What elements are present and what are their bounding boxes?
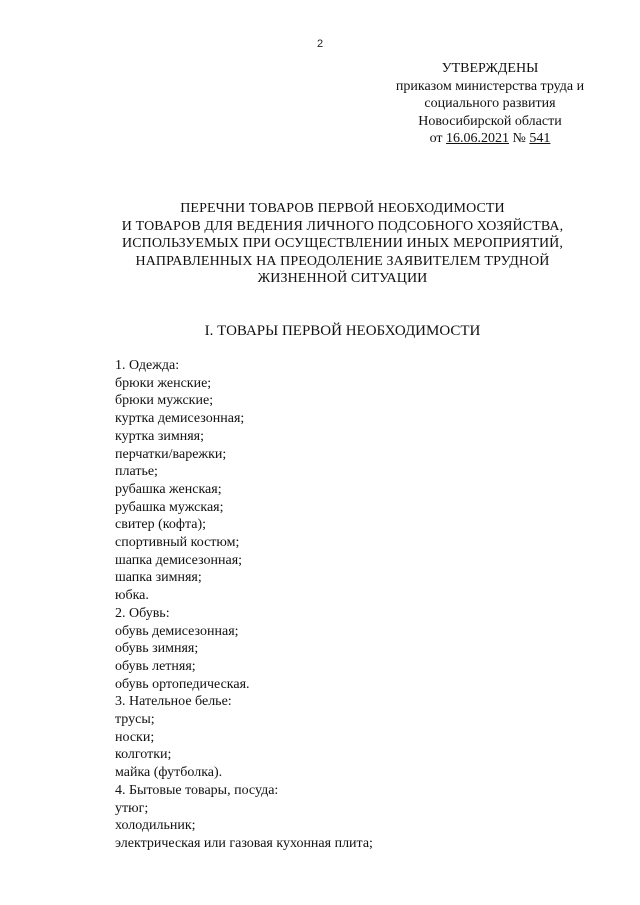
list-item: куртка демисезонная;	[115, 411, 245, 427]
list-category-heading: 3. Нательное белье:	[115, 694, 232, 710]
approval-number-sign: №	[509, 131, 530, 146]
list-item: утюг;	[115, 800, 149, 816]
approval-block	[380, 60, 600, 148]
list-item: шапка зимняя;	[115, 570, 202, 586]
list-item: обувь зимняя;	[115, 641, 199, 657]
list-item: обувь демисезонная;	[115, 623, 239, 639]
list-category-heading: 1. Одежда:	[115, 358, 180, 373]
list-item: шапка демисезонная;	[115, 552, 243, 568]
approval-date: 16.06.2021	[446, 131, 510, 146]
list-item: перчатки/варежки;	[115, 446, 227, 462]
list-item: юбка.	[115, 588, 149, 604]
approval-title: УТВЕРЖДЕНЫ	[441, 61, 539, 76]
list-item: электрическая или газовая кухонная плита;	[115, 835, 373, 851]
list-item: свитер (кофта);	[115, 517, 207, 533]
approval-line-3: Новосибирской области	[418, 113, 562, 129]
title-line: И ТОВАРОВ ДЛЯ ВЕДЕНИЯ ЛИЧНОГО ПОДСОБНОГО ХОЗЯЙСТВА,	[121, 218, 564, 234]
title-line: ЖИЗНЕННОЙ СИТУАЦИИ	[257, 271, 428, 286]
approval-date-prefix: от	[429, 131, 447, 146]
list-item: платье;	[115, 464, 158, 480]
list-item: трусы;	[115, 712, 155, 728]
title-line: НАПРАВЛЕННЫХ НА ПРЕОДОЛЕНИЕ ЗАЯВИТЕЛЕМ ТРУДНОЙ	[135, 253, 550, 269]
title-line: ИСПОЛЬЗУЕМЫХ ПРИ ОСУЩЕСТВЛЕНИИ ИНЫХ МЕРОПРИЯТИЙ,	[122, 236, 563, 251]
list-item: брюки мужские;	[115, 393, 214, 409]
list-item: брюки женские;	[115, 375, 212, 391]
list-item: спортивный костюм;	[115, 535, 240, 551]
list-item: холодильник;	[115, 818, 196, 834]
list-item: майка (футболка).	[115, 765, 223, 781]
approval-line-1: приказом министерства труда и	[395, 78, 585, 94]
list-category-heading: 4. Бытовые товары, посуда:	[115, 782, 279, 798]
list-item: куртка зимняя;	[115, 428, 204, 444]
title-line: ПЕРЕЧНИ ТОВАРОВ ПЕРВОЙ НЕОБХОДИМОСТИ	[180, 201, 505, 216]
goods-list	[115, 357, 595, 853]
approval-line-2: социального развития	[424, 96, 556, 111]
list-item: обувь ортопедическая.	[115, 676, 250, 692]
list-item: обувь летняя;	[115, 658, 196, 674]
list-item: рубашка мужская;	[115, 499, 224, 515]
list-item: рубашка женская;	[115, 481, 222, 497]
list-category-heading: 2. Обувь:	[115, 605, 170, 621]
page-number: 2	[316, 38, 324, 50]
document-title	[90, 200, 595, 288]
list-item: колготки;	[115, 747, 172, 763]
approval-number: 541	[529, 131, 551, 146]
section-title: I. ТОВАРЫ ПЕРВОЙ НЕОБХОДИМОСТИ	[204, 323, 481, 339]
approval-date-line	[380, 130, 600, 148]
list-item: носки;	[115, 729, 155, 745]
